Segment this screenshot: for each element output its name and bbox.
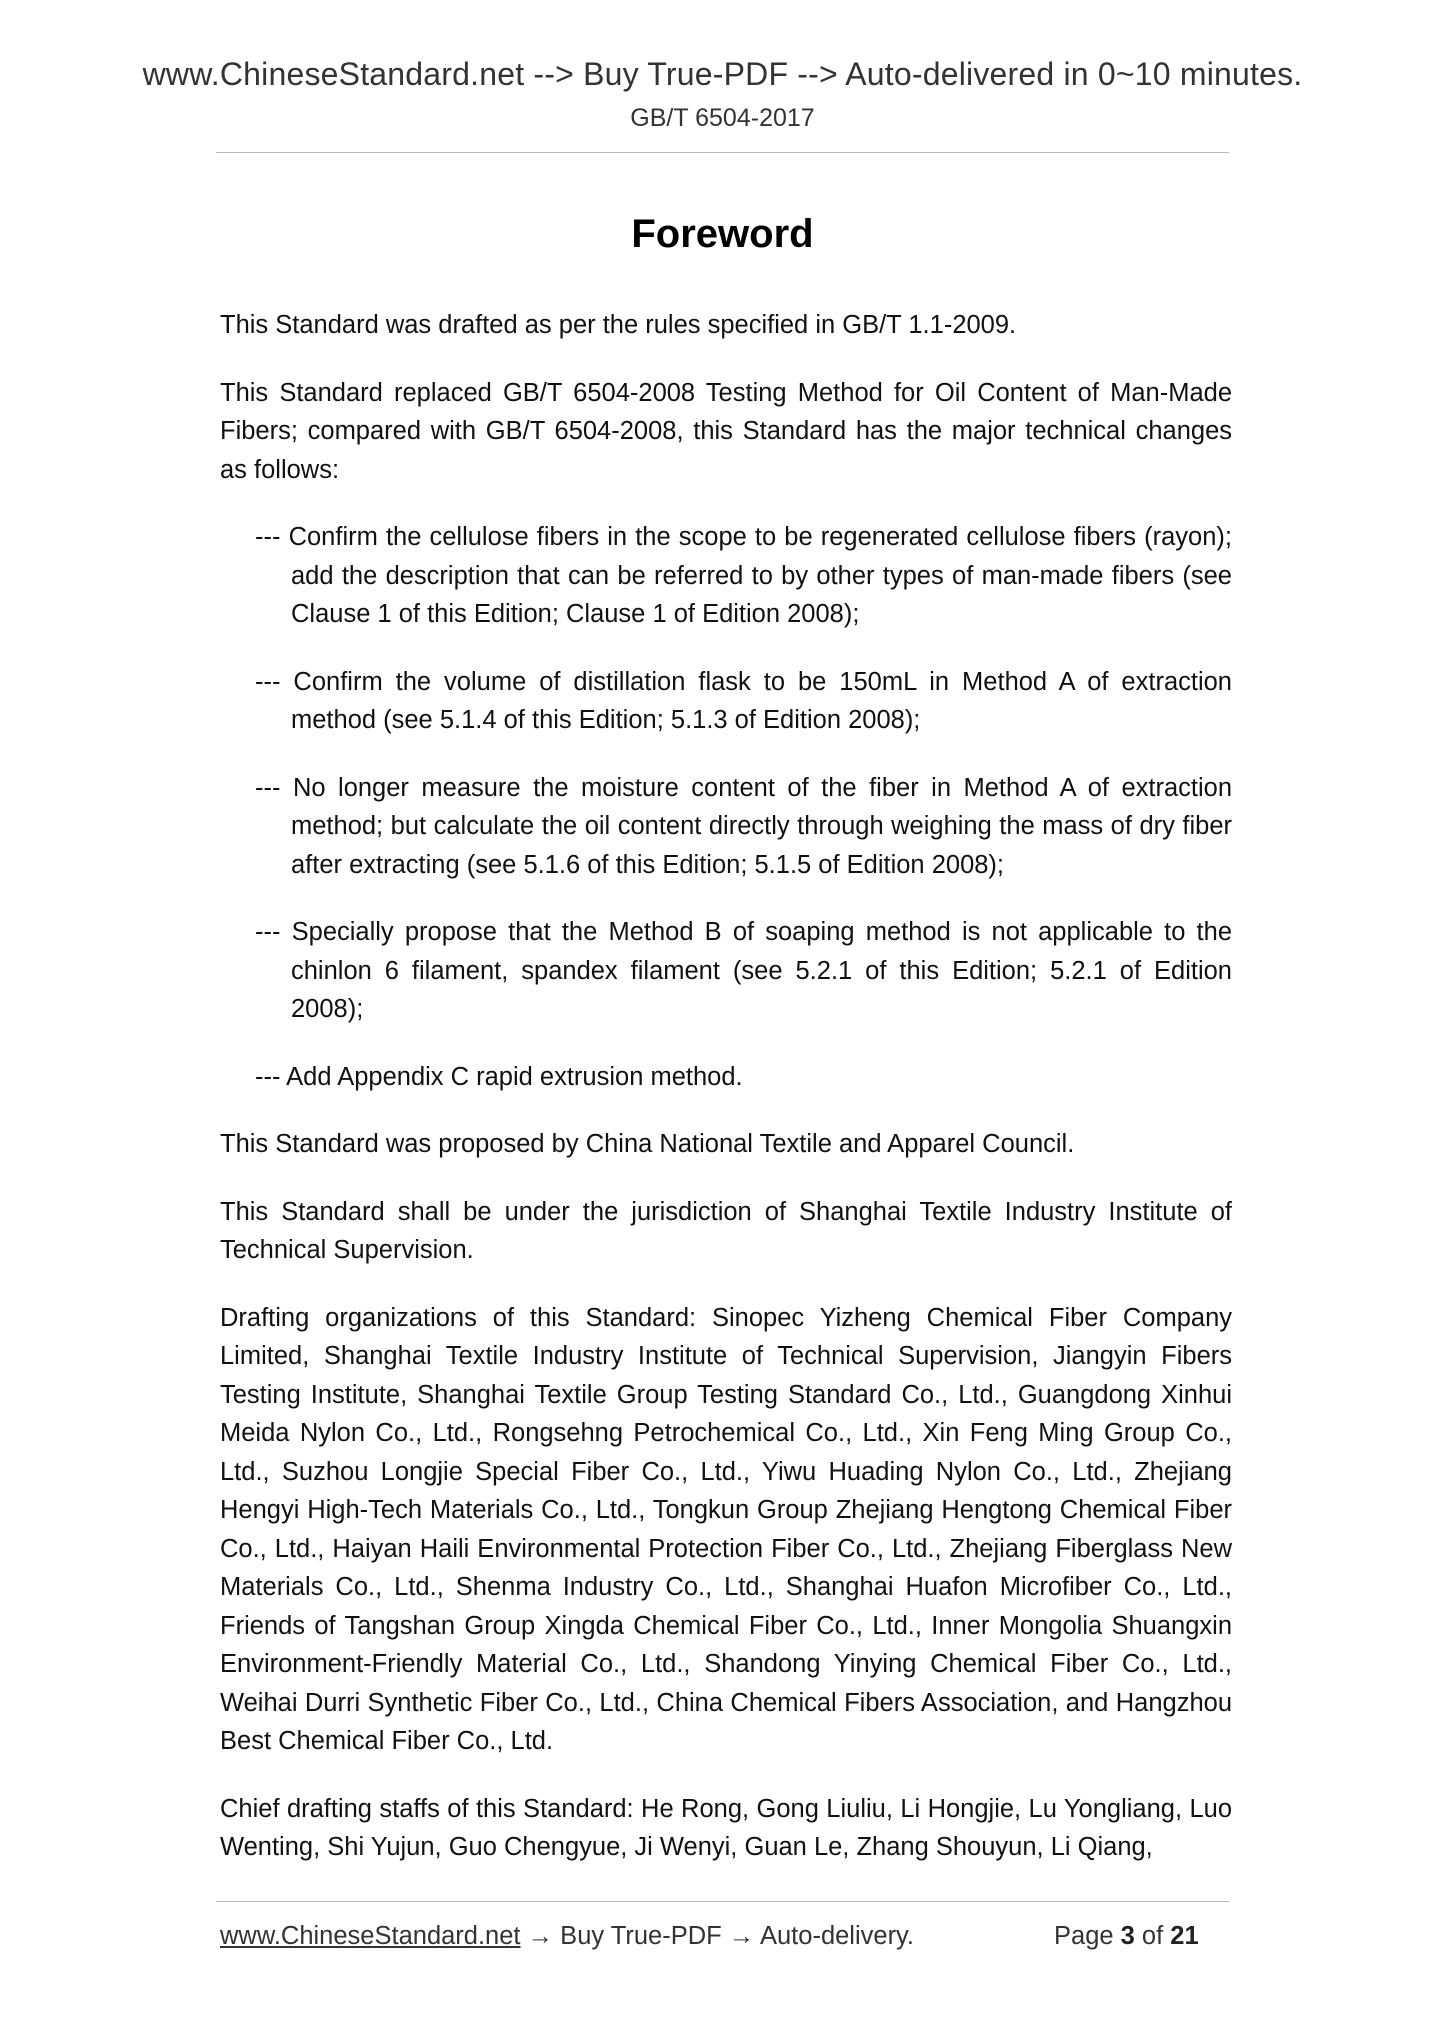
header-divider bbox=[216, 152, 1229, 153]
change-item: --- No longer measure the moisture content of the fiber in Method A of extraction method; but calculate the oil content directly through weighing the mass of dry fiber after extracting (see 5.1.6 of this Edition; 5.1.5 of Edition 2008); bbox=[255, 773, 1232, 879]
paragraph-proposed-by: This Standard was proposed by China National Textile and Apparel Council. bbox=[220, 1130, 1075, 1158]
footer-promo-text: → Buy True-PDF → Auto-delivery. bbox=[520, 1922, 914, 1950]
page-title: Foreword bbox=[631, 212, 814, 256]
page-total: 21 bbox=[1170, 1922, 1199, 1950]
page-indicator bbox=[1054, 1922, 1199, 1951]
document-body bbox=[220, 306, 1232, 1896]
header-banner: www.ChineseStandard.net --> Buy True-PDF --> Auto-delivered in 0~10 minutes. bbox=[142, 56, 1303, 92]
paragraph-chief-drafting-staffs: Chief drafting staffs of this Standard: He Rong, Gong Liuliu, Li Hongjie, Lu Yongliang, Luo Wenting, Shi Yujun, Guo Chengyue, Ji Wenyi, Guan Le, Zhang Shouyun, Li Qiang, bbox=[220, 1794, 1232, 1861]
change-item: --- Confirm the cellulose fibers in the scope to be regenerated cellulose fibers (rayon); add the description that can be referred to by other types of man-made fibers (see Clause 1 of this Edition; Clause 1 of Edition 2008); bbox=[255, 523, 1232, 628]
paragraph-jurisdiction: This Standard shall be under the jurisdiction of Shanghai Textile Industry Institute of Technical Supervision. bbox=[220, 1197, 1232, 1264]
footer-divider bbox=[216, 1901, 1229, 1902]
paragraph-drafting-organizations: Drafting organizations of this Standard: Sinopec Yizheng Chemical Fiber Company Limited, Shanghai Textile Industry Institute of Technical Supervision, Jiangyin Fibers Testing Institute, Shanghai Textile Group Testing Standard Co., Ltd., Guangdong Xinhui Meida Nylon Co., Ltd., Rongsehng Petrochemical Co., Ltd., Xin Feng Ming Group Co., Ltd., Suzhou Longjie Special Fiber Co., Ltd., Yiwu Huading Nylon Co., Ltd., Zhejiang Hengyi High-Tech Materials Co., Ltd., Tongkun Group Zhejiang Hengtong Chemical Fiber Co., Ltd., Haiyan Haili Environmental Protection Fiber Co., Ltd., Zhejiang Fiberglass New Materials Co., Ltd., Shenma Industry Co., Ltd., Shanghai Huafon Microfiber Co., Ltd., Friends of Tangshan Group Xingda Chemical Fiber Co., Ltd., Inner Mongolia Shuangxin Environment-Friendly Material Co., Ltd., Shandong Yinying Chemical Fiber Co., Ltd., Weihai Durri Synthetic Fiber Co., Ltd., China Chemical Fibers Association, and Hangzhou Best Chemical Fiber Co., Ltd. bbox=[220, 1303, 1232, 1755]
change-item: --- Add Appendix C rapid extrusion method. bbox=[255, 1062, 743, 1091]
standard-code: GB/T 6504-2017 bbox=[630, 104, 815, 132]
paragraph-drafting-rules: This Standard was drafted as per the rules specified in GB/T 1.1-2009. bbox=[220, 311, 1017, 339]
footer-promo bbox=[220, 1922, 914, 1951]
page-of-label: of bbox=[1134, 1922, 1171, 1950]
page-label: Page bbox=[1054, 1922, 1121, 1950]
paragraph-replacement: This Standard replaced GB/T 6504-2008 Testing Method for Oil Content of Man-Made Fibers; compared with GB/T 6504-2008, this Standard has the major technical changes as follows: bbox=[220, 378, 1232, 484]
change-item: --- Specially propose that the Method B of soaping method is not applicable to the chinlon 6 filament, spandex filament (see 5.2.1 of this Edition; 5.2.1 of Edition 2008); bbox=[255, 918, 1232, 1023]
change-item: --- Confirm the volume of distillation flask to be 150mL in Method A of extraction method (see 5.1.4 of this Edition; 5.1.3 of Edition 2008); bbox=[255, 667, 1232, 734]
page-number: 3 bbox=[1120, 1922, 1135, 1950]
footer-site-link[interactable]: www.ChineseStandard.net bbox=[220, 1922, 521, 1950]
